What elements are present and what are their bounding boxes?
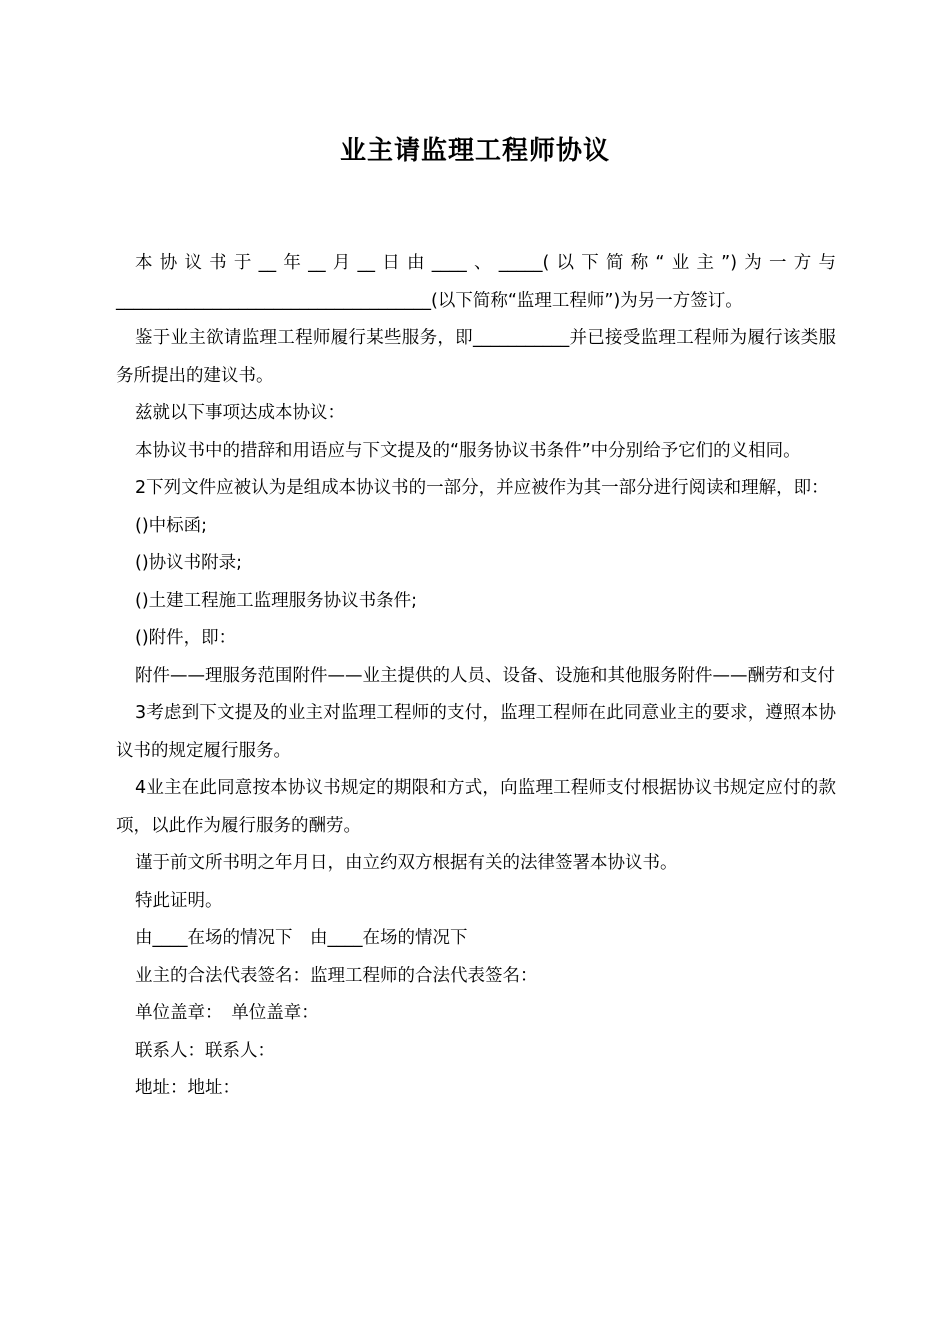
list-item-conditions: ()土建工程施工监理服务协议书条件;	[135, 590, 418, 611]
signature-seal-line: 单位盖章： 单位盖章：	[135, 1003, 319, 1023]
list-item-attachments: ()附件，即：	[135, 628, 237, 648]
signature-presence-line: 由____在场的情况下 由____在场的情况下	[135, 928, 468, 948]
list-item-award-letter: ()中标函;	[135, 515, 208, 536]
paragraph-whereas: 鉴于业主欲请监理工程师履行某些服务，即___________并已接受监理工程师为履行该类服务所提出的建议书。	[116, 328, 836, 386]
signature-contact-line: 联系人：联系人：	[135, 1040, 275, 1061]
document-body	[116, 245, 836, 1108]
signature-representatives-line: 业主的合法代表签名：监理工程师的合法代表签名：	[135, 965, 538, 986]
list-item-appendix: ()协议书附录;	[135, 553, 243, 573]
paragraph-witness: 谨于前文所书明之年月日，由立约双方根据有关的法律签署本协议书。	[135, 853, 678, 873]
document-title: 业主请监理工程师协议	[339, 136, 610, 166]
paragraph-agreement-intro: 兹就以下事项达成本协议：	[135, 403, 345, 423]
paragraph-clause-1: 本协议书中的措辞和用语应与下文提及的“服务协议书条件”中分别给予它们的义相同。	[135, 440, 801, 461]
paragraph-clause-2: 2下列文件应被认为是组成本协议书的一部分，并应被作为其一部分进行阅读和理解，即：	[135, 478, 829, 498]
signature-address-line: 地址：地址：	[135, 1078, 240, 1098]
paragraph-clause-4: 4业主在此同意按本协议书规定的期限和方式，向监理工程师支付根据协议书规定应付的款项，以此作为履行服务的酬劳。	[116, 778, 836, 836]
paragraph-clause-3: 3考虑到下文提及的业主对监理工程师的支付，监理工程师在此同意业主的要求，遵照本协议书的规定履行服务。	[116, 703, 836, 761]
paragraph-parties: 本协议书于__年__月__日由____、_____(以下简称“业主”)为一方与____________________________________(以下简称“监理工程师”)为另一方签订。	[116, 253, 836, 311]
paragraph-certification: 特此证明。	[135, 890, 223, 911]
paragraph-attachments-detail: 附件——理服务范围附件——业主提供的人员、设备、设施和其他服务附件——酬劳和支付	[135, 665, 835, 686]
